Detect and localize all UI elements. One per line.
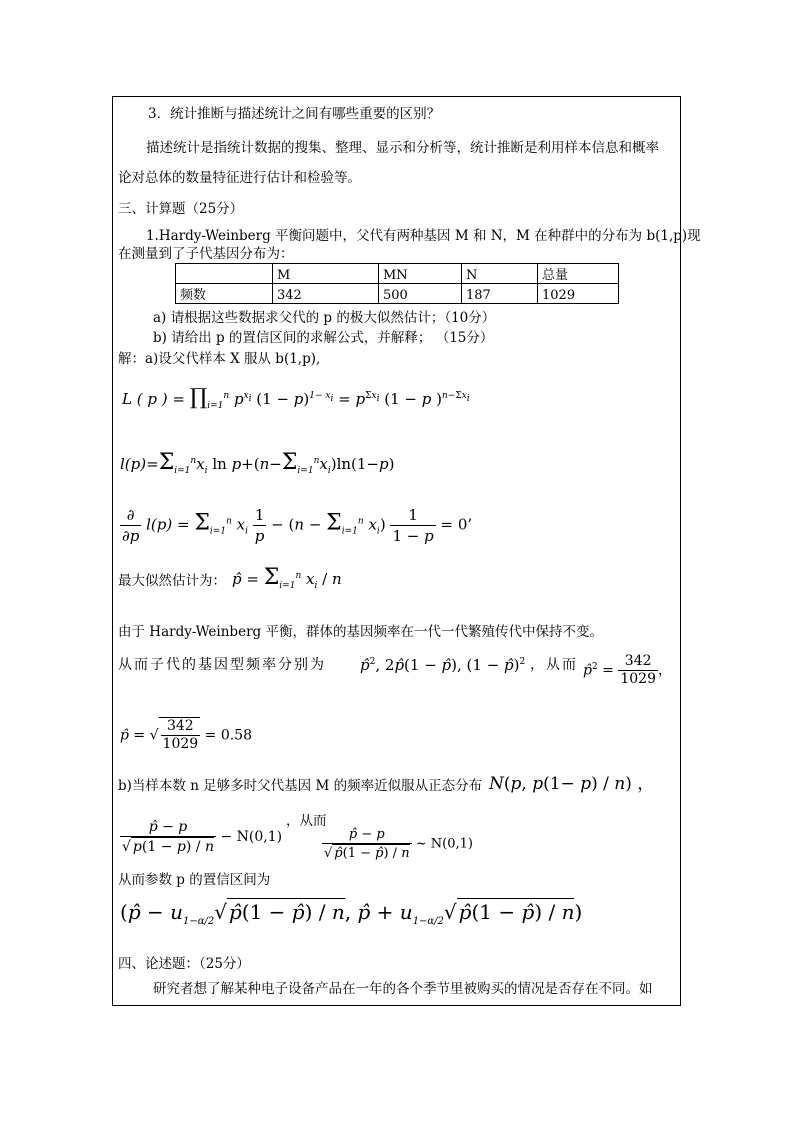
- part-b-text: b)当样本数 n 足够多时父代基因 M 的频率近似服从正态分布: [118, 778, 483, 794]
- part-b-then: ，从而: [286, 813, 327, 829]
- section4-line1: 研究者想了解某种电子设备产品在一年的各个季节里被购买的情况是否存在不同。如: [153, 981, 653, 997]
- q3-answer-line1: 描述统计是指统计数据的搜集、整理、显示和分析等，统计推断是利用样本信息和概率: [146, 140, 659, 156]
- table-row: [176, 284, 619, 304]
- genotype-tail: ，从而: [530, 657, 578, 673]
- table-header-row: [176, 264, 619, 284]
- part-b: b) 请给出 p 的置信区间的求解公式，并解释； （15分）: [153, 330, 494, 346]
- frac-denominator: 1029: [620, 671, 656, 687]
- table-cell: 187: [462, 284, 538, 304]
- phat-value: 0.58: [220, 727, 252, 744]
- table-row-label: 频数: [176, 284, 273, 304]
- mle-formula: p̂ = $\Sigma_{i=1}^n$ $x_i$ / n: [232, 565, 342, 591]
- score-equation: $\frac{\partial}{\partial p}$ $l(p) = \Sigma_{i=1}^n$ $x_i$ $\frac{1}{p}$ − ($n - \Sigma_{i=1}^n$ $x_i$) $\frac{1}{1 - p}$ = 0’: [122, 506, 473, 545]
- table-header-cell: N: [462, 264, 538, 284]
- genotype-text: 从而子代的基因型频率分别为: [118, 657, 326, 673]
- likelihood-formula: L ( p ) = $\prod_{i=1}^n$ $p^{x_i}$ $(1 - p)^{1- x_i} = p^{\Sigma x_i}$ (1 − p )$^{n-\Sigma x_i}$: [122, 385, 470, 411]
- log-likelihood-formula: $l(p)=\Sigma_{i=1}^nx_i$ $\ln p+(n-\Sigma_{i=1}^nx_i)\ln(1-p)$: [120, 450, 395, 476]
- sqrt-numerator: 342: [161, 718, 201, 736]
- solution-intro: 解：a)设父代样本 X 服从 b(1,p),: [118, 351, 321, 367]
- mle-label: 最大似然估计为：: [118, 573, 226, 589]
- ci-text: 从而参数 p 的置信区间为: [118, 872, 271, 888]
- pivot-formula-2: $\frac{p̂ - p}{√ p̂(1 - p̂) / n}$ ~ N(0,1): [324, 827, 473, 861]
- table-header-cell: 总量: [538, 264, 619, 284]
- problem1-intro-line2: 在测量到了子代基因分布为：: [118, 246, 294, 262]
- section4-heading: 四、论述题：（25分）: [118, 956, 250, 972]
- table-header-cell: MN: [379, 264, 462, 284]
- table-header-cell: M: [273, 264, 379, 284]
- table-header-cell: [176, 264, 273, 284]
- frac-numerator: 342: [618, 653, 658, 671]
- sqrt-denominator: 1029: [162, 736, 199, 752]
- confidence-interval-formula: (p̂ − $u_{1-\alpha/2}√$ p̂(1 − p̂) / n, p̂ + $u_{1-\alpha/2}√$ p̂(1 − p̂) / n): [120, 900, 583, 927]
- section3-heading: 三、计算题（25分）: [118, 201, 244, 217]
- frequency-table: [175, 263, 619, 304]
- q3-answer-line2: 论对总体的数量特征进行估计和检验等。: [118, 170, 361, 186]
- table-cell: 342: [273, 284, 379, 304]
- q3-title: 3．统计推断与描述统计之间有哪些重要的区别？: [148, 106, 441, 122]
- hw-text: 由于 Hardy-Weinberg 平衡，群体的基因频率在一代一代繁殖传代中保持不变。: [118, 624, 603, 640]
- phat-squared-formula: p̂$^2$ = $\frac{342}{1029}$ ，: [583, 653, 672, 687]
- genotype-formula: p̂$^2$, 2p̂(1 − p̂), (1 − p̂)$^2$: [360, 656, 526, 674]
- normal-dist-formula: N(p, p(1− p) / n) ，: [489, 774, 655, 794]
- phat-value-formula: p̂ = √ $\frac{342}{1029}$ = 0.58: [120, 718, 252, 752]
- table-cell: 1029: [538, 284, 619, 304]
- table-cell: 500: [379, 284, 462, 304]
- part-a: a) 请根据这些数据求父代的 p 的极大似然估计；（10分）: [153, 310, 496, 326]
- problem1-intro-line1: 1.Hardy-Weinberg 平衡问题中，父代有两种基因 M 和 N，M 在种群中的分布为 b(1,p)现: [146, 228, 701, 244]
- pivot-formula-1: $\frac{p̂ - p}{√ p(1 - p) / n}$ − N(0,1): [122, 819, 283, 855]
